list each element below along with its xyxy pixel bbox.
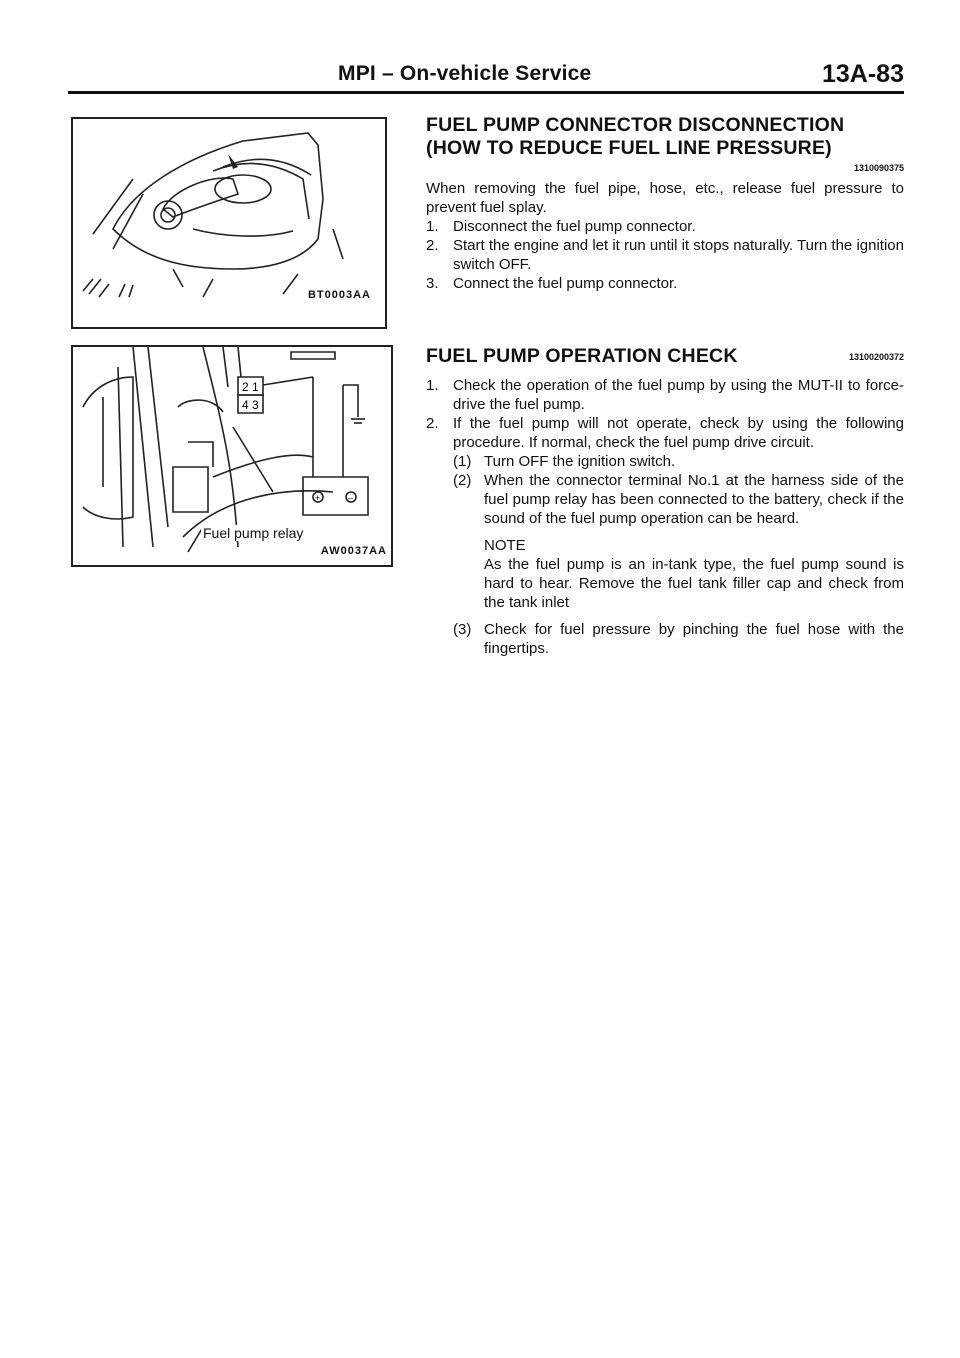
section-title bbox=[426, 114, 904, 160]
substep-number: (1) bbox=[453, 453, 472, 470]
section-operation-check bbox=[426, 345, 904, 658]
step-number: 3. bbox=[426, 275, 439, 292]
substep-text: Turn OFF the ignition switch. bbox=[484, 453, 676, 470]
page-title: MPI – On-vehicle Service bbox=[338, 62, 592, 85]
section-code: 13100200372 bbox=[848, 352, 904, 362]
relay-pin-label-bottom: 4 3 bbox=[242, 398, 259, 412]
section-code: 1310090375 bbox=[853, 163, 904, 173]
step-text: Start the engine and let it run until it stops naturally. Turn the ignition switch OFF. bbox=[453, 237, 904, 273]
step-text: Check the operation of the fuel pump by using the MUT-II to force-drive the fuel pump. bbox=[453, 377, 904, 413]
step-item bbox=[426, 236, 904, 274]
step-number: 1. bbox=[426, 377, 439, 394]
page-header bbox=[68, 62, 904, 90]
fuel-pump-relay-figure bbox=[71, 345, 393, 567]
step-text: Disconnect the fuel pump connector. bbox=[453, 218, 696, 235]
section-connector-disconnection bbox=[426, 114, 904, 293]
substep-item bbox=[453, 452, 904, 471]
section-title: FUEL PUMP OPERATION CHECK bbox=[426, 345, 738, 367]
svg-text:–: – bbox=[348, 493, 354, 503]
page-number: 13A-83 bbox=[822, 60, 904, 88]
note-label: NOTE bbox=[484, 537, 526, 554]
substep-item bbox=[453, 471, 904, 528]
step-text: If the fuel pump will not operate, check by using the following procedure. If normal, check the fuel pump drive circuit. bbox=[453, 415, 904, 451]
step-item bbox=[426, 414, 904, 452]
step-number: 2. bbox=[426, 415, 439, 432]
step-item bbox=[426, 217, 904, 236]
step-number: 2. bbox=[426, 237, 439, 254]
step-number: 1. bbox=[426, 218, 439, 235]
fuel-tank-figure bbox=[71, 117, 387, 329]
substep-item bbox=[453, 620, 904, 658]
substep-number: (3) bbox=[453, 621, 472, 638]
figure-code: AW0037AA bbox=[320, 545, 387, 557]
step-item bbox=[426, 274, 904, 293]
header-rule bbox=[68, 91, 904, 94]
figure-code: BT0003AA bbox=[307, 289, 371, 301]
substep-text: When the connector terminal No.1 at the harness side of the fuel pump relay has been connected to the battery, check if the sound of the fuel pump operation can be heard. bbox=[484, 472, 904, 527]
step-text: Connect the fuel pump connector. bbox=[453, 275, 678, 292]
note-block bbox=[484, 536, 904, 612]
step-item bbox=[426, 376, 904, 414]
relay-pin-label-top: 2 1 bbox=[242, 380, 259, 394]
substep-text: Check for fuel pressure by pinching the fuel hose with the fingertips. bbox=[484, 621, 904, 657]
section-intro: When removing the fuel pipe, hose, etc., release fuel pressure to prevent fuel splay. bbox=[426, 180, 904, 216]
note-text: As the fuel pump is an in-tank type, the fuel pump sound is hard to hear. Remove the fuel tank filler cap and check from the tank inlet bbox=[484, 556, 904, 611]
svg-text:+: + bbox=[315, 493, 321, 503]
fuel-pump-relay-label: Fuel pump relay bbox=[203, 525, 304, 541]
section-title-line2: (HOW TO REDUCE FUEL LINE PRESSURE) bbox=[426, 137, 832, 159]
section-title-line1: FUEL PUMP CONNECTOR DISCONNECTION bbox=[426, 114, 845, 136]
section-header bbox=[426, 345, 904, 371]
substep-number: (2) bbox=[453, 472, 472, 489]
